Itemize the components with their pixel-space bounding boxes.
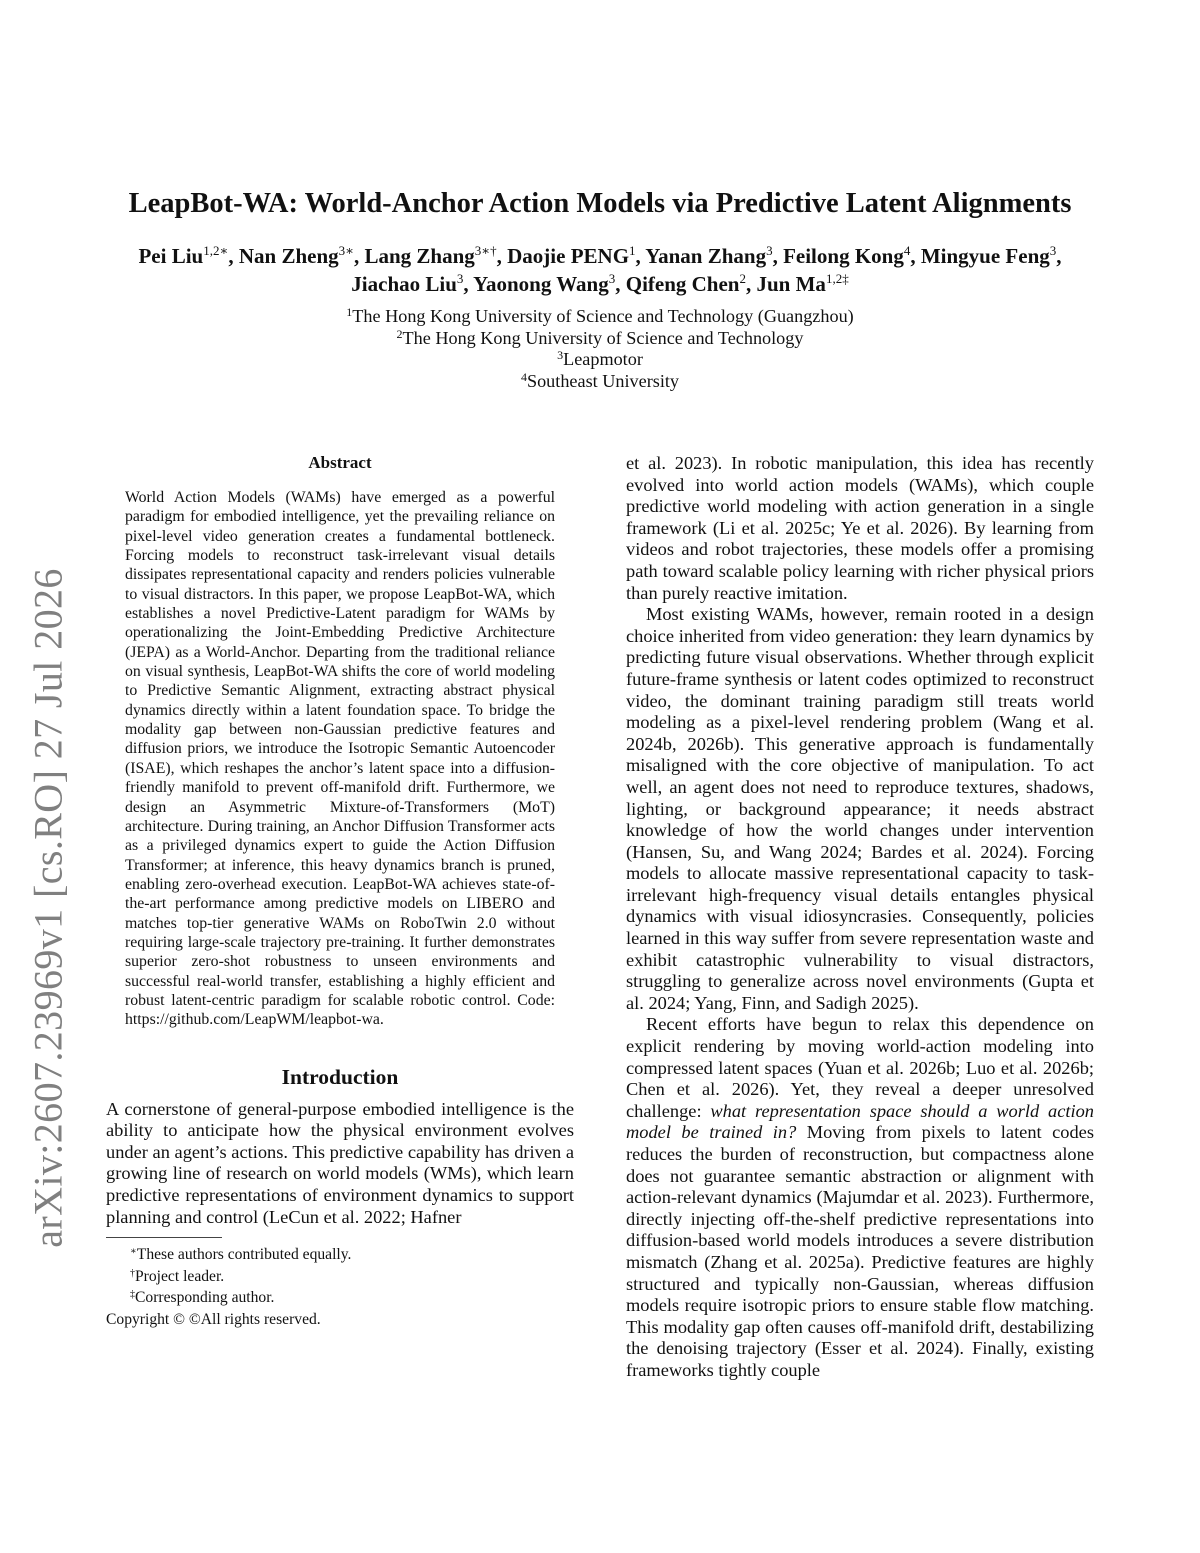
affiliation-name: Leapmotor <box>563 349 643 370</box>
footnote <box>130 1244 574 1266</box>
author-separator: , <box>1056 244 1062 268</box>
footnote-list <box>106 1244 574 1309</box>
right-column <box>626 453 1094 1382</box>
author-affiliation-mark: 3 <box>766 243 773 258</box>
abstract-heading: Abstract <box>308 453 372 472</box>
author <box>783 244 921 268</box>
intro-paragraph-1: A cornerstone of general-purpose embodied intelligence is the ability to anticipate how the physical environment evolves under an agent’s actions. This predictive capability has driven a growing line of research on world models (WMs), which learn predictive representations of environment dynamics to support planning and control (LeCun et al. 2022; Hafner <box>106 1098 574 1227</box>
author-name: Qifeng Chen <box>625 272 740 296</box>
footnote-mark: ‡ <box>130 1289 135 1301</box>
author-separator: , <box>772 244 784 268</box>
author-affiliation-mark: 3 <box>456 271 464 286</box>
affiliation-name: The Hong Kong University of Science and Technology <box>402 327 804 348</box>
author-list <box>105 242 1095 298</box>
research-question: what representation space should a world action model be trained in? <box>626 1100 1094 1143</box>
author-name: Feilong Kong <box>783 244 904 268</box>
affiliation-name: The Hong Kong University of Science and Technology (Guangzhou) <box>352 306 854 326</box>
abstract-text: World Action Models (WAMs) have emerged as a powerful paradigm for embodied intelligence, yet the prevailing reliance on pixel-level video generation creates a fundamental bottleneck. Forcing models to reconstruct task-irrelevant visual details dissipates representational capacity and renders policies vulnerable to visual distractors. In this paper, we propose LeapBot-WA, which establishes a novel Predictive-Latent paradigm for WAMs by operationalizing the Joint-Embedding Predictive Architecture (JEPA) as a World-Anchor. Departing from the traditional reliance on visual synthesis, LeapBot-WA shifts the core of world modeling to Predictive Semantic Alignment, extracting abstract physical dynamics directly within a latent foundation space. To bridge the modality gap between non-Gaussian predictive features and diffusion priors, we introduce the Isotropic Semantic Autoencoder (ISAE), which reshapes the anchor’s latent space into a diffusion-friendly manifold to prevent off-manifold drift. Furthermore, we design an Asymmetric Mixture-of-Transformers (MoT) architecture. During training, an Anchor Diffusion Transformer acts as a privileged dynamics expert to guide the Action Diffusion Transformer; at inference, this heavy dynamics branch is pruned, enabling zero-overhead execution. LeapBot-WA achieves state-of-the-art performance among predictive models on LIBERO and matches top-tier generative WAMs on RoboTwin 2.0 without requiring large-scale trajectory pre-training. It further demonstrates superior zero-shot robustness to unseen environments and successful real-world transfer, establishing a highly efficient and robust latent-centric paradigm for scalable robotic control. Code: https://github.com/LeapWM/leapbot-wa. <box>125 489 555 1029</box>
affiliation <box>200 306 1000 328</box>
author-affiliation-mark: 2 <box>739 271 746 286</box>
author-name: Lang Zhang <box>364 244 475 268</box>
author <box>507 244 645 268</box>
footnote-rule <box>106 1237 222 1238</box>
author-affiliation-mark: 1,2∗ <box>203 243 229 258</box>
author-affiliation-mark: 3∗ <box>338 243 354 258</box>
author <box>138 244 238 268</box>
author-separator: , <box>635 244 646 268</box>
paper-title: LeapBot-WA: World-Anchor Action Models via Predictive Latent Alignments <box>128 188 1072 219</box>
author-name: Jiachao Liu <box>351 272 457 296</box>
affiliation-mark: 1 <box>346 305 353 319</box>
author-separator: , <box>463 272 474 296</box>
footnote-text: Project leader. <box>135 1267 225 1285</box>
author <box>626 272 757 296</box>
author-name: Nan Zheng <box>238 244 339 268</box>
affiliation <box>200 371 1000 393</box>
author-name: Pei Liu <box>138 244 204 268</box>
footnote-text: Corresponding author. <box>135 1289 275 1307</box>
author <box>364 244 507 268</box>
intro-paragraph-3-start: Recent efforts have begun to relax this dependence on explicit rendering by moving world-action modeling into compressed latent spaces (Yuan et al. 2026b; Luo et al. 2026b; Chen et al. 2026). Yet, they reveal a deeper unresolved challenge: <box>626 1014 1094 1121</box>
author <box>239 244 365 268</box>
author-separator: , <box>615 272 626 296</box>
left-column <box>106 452 574 1331</box>
author-affiliation-mark: 3∗† <box>474 243 497 258</box>
author <box>757 272 849 296</box>
author <box>645 244 783 268</box>
author <box>351 272 473 296</box>
introduction-heading: Introduction <box>281 1064 399 1089</box>
author-affiliation-mark: 4 <box>903 243 911 258</box>
author-separator: , <box>496 244 508 268</box>
affiliation-mark: 4 <box>520 369 527 384</box>
affiliation-list <box>200 306 1000 392</box>
footnote <box>130 1287 574 1309</box>
footnote-text: These authors contributed equally. <box>136 1246 352 1264</box>
author-separator: , <box>353 244 365 268</box>
footnote-mark: † <box>130 1267 135 1279</box>
intro-paragraph-2: Most existing WAMs, however, remain rooted in a design choice inherited from video generation: they learn dynamics by predicting future visual observations. Whether through explicit future-frame synthesis or latent codes optimized to reconstruct video, the dominant training paradigm still treats world modeling as a pixel-level rendering problem (Wang et al. 2024b, 2026b). This generative approach is fundamentally misaligned with the core objective of manipulation. To act well, an agent does not need to reproduce textures, shadows, lighting, or background appearance; it needs abstract knowledge of how the world changes under intervention (Hansen, Su, and Wang 2024; Bardes et al. 2024). Forcing models to allocate massive representational capacity to task-irrelevant high-frequency visual details entangles physical dynamics with visual idiosyncrasies. Consequently, policies learned in this way suffer from severe representation waste and exhibit catastrophic vulnerability to visual distractors, struggling to generalize across novel environments (Gupta et al. 2024; Yang, Finn, and Sadigh 2025). <box>626 604 1094 1013</box>
author <box>921 244 1062 268</box>
author-affiliation-mark: 1 <box>629 243 636 258</box>
author <box>473 272 626 296</box>
author-affiliation-mark: 3 <box>1049 243 1057 258</box>
footnote-mark: ∗ <box>130 1246 137 1258</box>
author-affiliation-mark: 1,2‡ <box>825 271 849 286</box>
author-separator: , <box>228 244 239 268</box>
author-name: Yaonong Wang <box>473 272 609 296</box>
arxiv-identifier-text: arXiv:2607.23969v1 [cs.RO] 27 Jul 2026 <box>25 568 71 1248</box>
author-name: Daojie PENG <box>507 244 630 268</box>
affiliation-name: Southeast University <box>526 370 680 391</box>
intro-paragraph-3-end: Moving from pixels to latent codes reduces the burden of reconstruction, but compactness alone does not guarantee semantic abstraction or alignment with action-relevant dynamics (Majumdar et al. 2023). Furthermore, directly injecting off-the-shelf predictive representations into diffusion-based world models introduces a severe distribution mismatch (Zhang et al. 2025a). Predictive features are highly structured and typically non-Gaussian, whereas diffusion models require isotropic priors to ensure stable flow matching. This modality gap often causes off-manifold drift, destabilizing the denoising trajectory (Esser et al. 2024). Finally, existing frameworks tightly couple <box>626 1122 1094 1380</box>
author-name: Jun Ma <box>756 272 826 296</box>
affiliation <box>200 349 1000 371</box>
intro-paragraph-1-continued: et al. 2023). In robotic manipulation, this idea has recently evolved into world action models (WAMs), which couple predictive world modeling with action generation in a single framework (Li et al. 2025c; Ye et al. 2026). By learning from videos and robot trajectories, these models offer a promising path toward scalable policy learning with richer physical priors than purely reactive imitation. <box>626 453 1094 603</box>
author-separator: , <box>910 244 921 268</box>
intro-paragraph-3 <box>626 1014 1094 1381</box>
author-affiliation-mark: 3 <box>608 271 616 286</box>
footnote <box>130 1266 574 1288</box>
author-separator: , <box>746 272 757 296</box>
copyright-notice: Copyright © ©All rights reserved. <box>106 1310 321 1328</box>
author-name: Yanan Zhang <box>645 244 767 268</box>
affiliation-mark: 2 <box>396 326 403 341</box>
affiliation <box>200 328 1000 350</box>
author-name: Mingyue Feng <box>920 244 1050 268</box>
affiliation-mark: 3 <box>557 348 564 363</box>
